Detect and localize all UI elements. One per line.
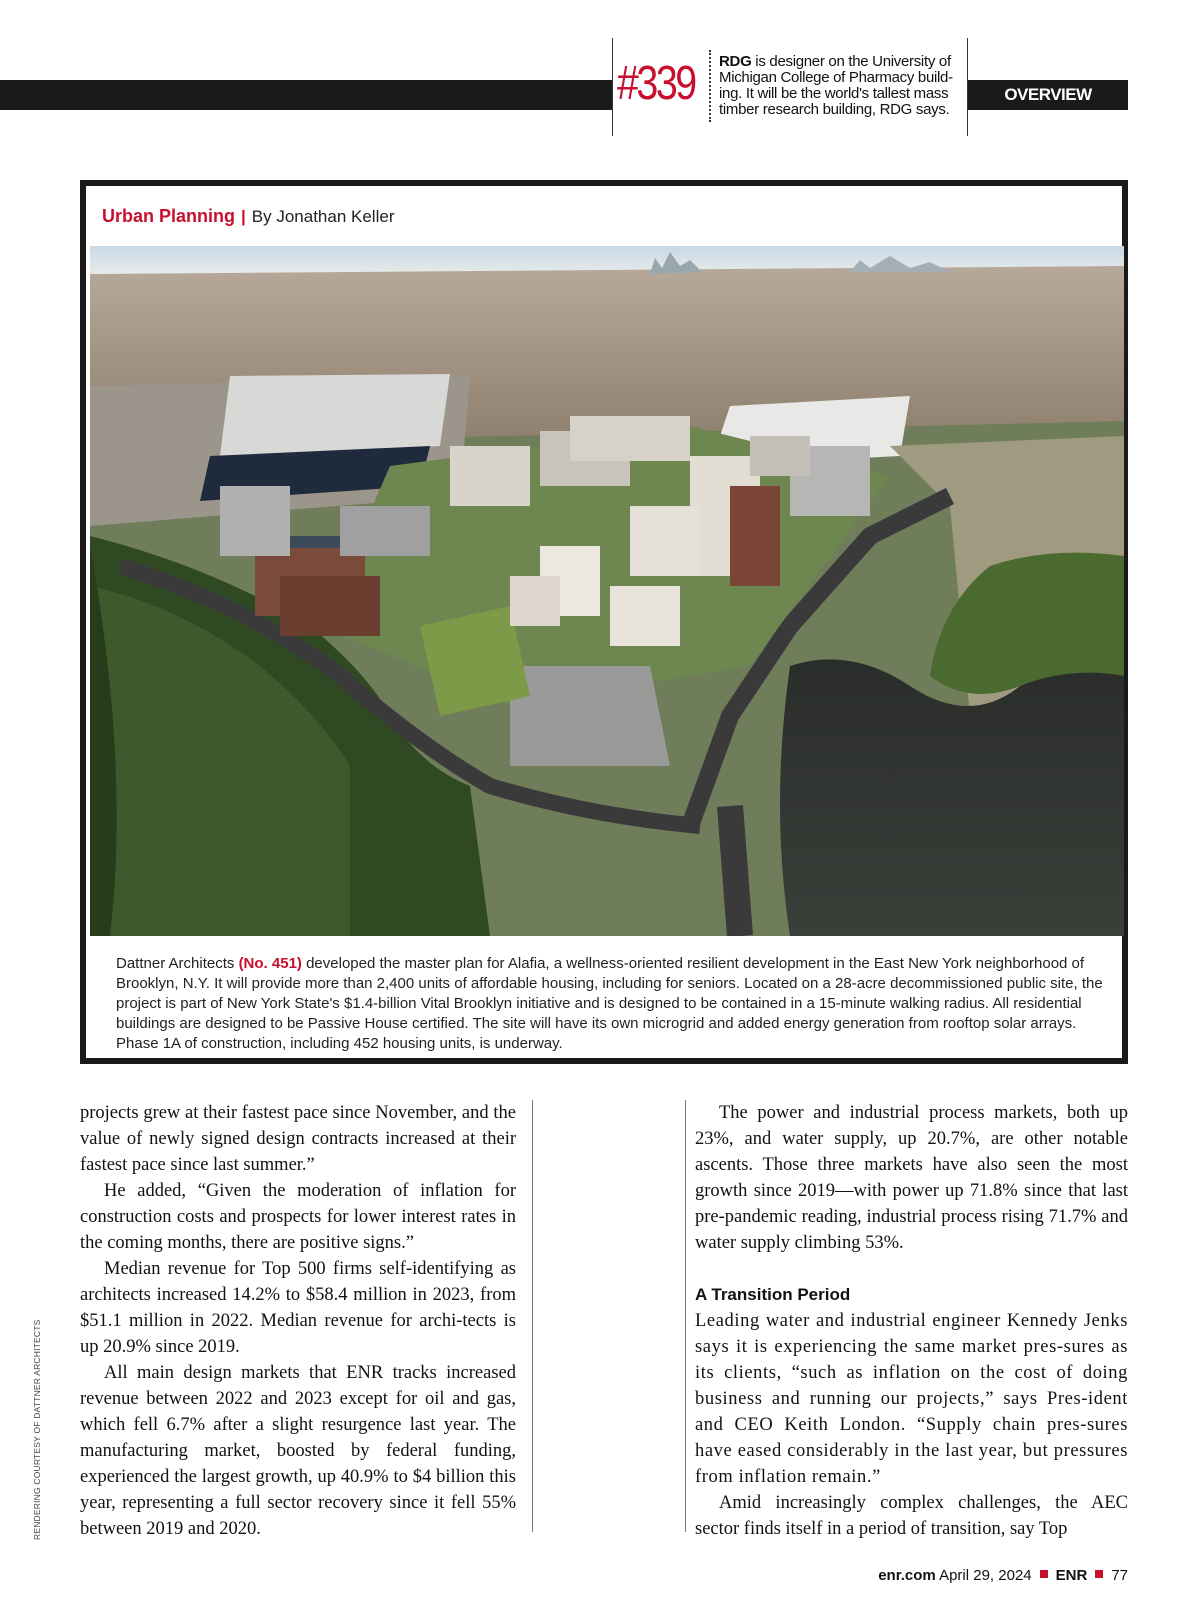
- aerial-rendering-illustration: [90, 246, 1124, 936]
- feature-kicker: Urban Planning: [102, 206, 236, 226]
- column-rule-left: [532, 1100, 533, 1532]
- ranking-callout: [612, 38, 968, 136]
- article-column-right: [695, 1100, 1128, 1542]
- column-rule-right: [685, 1100, 686, 1532]
- article-column-left: [80, 1100, 516, 1542]
- kicker-separator: |: [241, 207, 246, 226]
- section-label: OVERVIEW: [968, 80, 1128, 110]
- callout-divider: [709, 50, 711, 122]
- footer-date: April 29, 2024: [939, 1567, 1032, 1584]
- section-subhead: A Transition Period: [695, 1285, 851, 1304]
- paragraph: projects grew at their fastest pace since November, and the value of newly signed design contracts increased at their fastest pace since last summer.”: [80, 1103, 516, 1175]
- aerial-rendering-image: [90, 246, 1124, 936]
- footer-site: enr.com: [878, 1567, 936, 1584]
- caption-lead: Dattner Architects: [116, 955, 239, 972]
- paragraph: Leading water and industrial engineer Kennedy Jenks says it is experiencing the same market pres-sures as its clients, “such as inflation on the cost of doing business and running our projects,” says Pres-ident and CEO Keith London. “Supply chain pres-sures have eased considerably in the last year, but pressures from inflation remain.”: [695, 1311, 1128, 1487]
- callout-body: is designer on the University of Michigan College of Pharmacy build-ing. It will be the world's tallest mass timber research building, RDG says.: [719, 53, 953, 118]
- callout-rank-number: #339: [617, 57, 695, 110]
- callout-firm: RDG: [719, 53, 752, 70]
- paragraph: All main design markets that ENR tracks increased revenue between 2022 and 2023 except for oil and gas, which fell 6.7% after a slight resurgence last year. The manufacturing market, boosted by federal funding, experienced the largest growth, up 40.9% to $4 billion this year, representing a full sector recovery since it fell 55% between 2019 and 2020.: [80, 1363, 516, 1539]
- footer-square-icon: [1040, 1570, 1048, 1578]
- feature-header: [102, 206, 394, 227]
- caption-rank-ref: (No. 451): [238, 955, 302, 972]
- paragraph: Median revenue for Top 500 firms self-identifying as architects increased 14.2% to $58.4 million in 2023, from $51.1 million in 2022. Median revenue for archi-tects is up 20.9% since 2019.: [80, 1259, 516, 1357]
- page-number: 77: [1111, 1567, 1128, 1584]
- feature-box: [80, 180, 1128, 1064]
- header-bar: [0, 80, 612, 110]
- paragraph: The power and industrial process markets, both up 23%, and water supply, up 20.7%, are other notable ascents. Those three markets have also seen the most growth since 2019—with power up 71.8% since that last pre-pandemic reading, industrial process rising 71.7% and water supply climbing 53%.: [695, 1103, 1128, 1253]
- paragraph: Amid increasingly complex challenges, the AEC sector finds itself in a period of transition, say Top: [695, 1493, 1128, 1539]
- photo-caption: [116, 954, 1116, 1054]
- callout-text: [719, 54, 963, 118]
- paragraph: He added, “Given the moderation of inflation for construction costs and prospects for lower interest rates in the coming months, there are positive signs.”: [80, 1181, 516, 1253]
- page-footer: [878, 1567, 1128, 1584]
- footer-brand: ENR: [1055, 1567, 1088, 1584]
- feature-byline: By Jonathan Keller: [251, 207, 395, 226]
- footer-square-icon: [1095, 1570, 1103, 1578]
- photo-credit: RENDERING COURTESY OF DATTNER ARCHITECTS: [32, 1319, 42, 1540]
- caption-body: developed the master plan for Alafia, a wellness-oriented resilient development in the East New York neighborhood of Brooklyn, N.Y. It will provide more than 2,400 units of affordable housing, including for seniors. Located on a 28-acre decommissioned public site, the project is part of New York State's $1.4-billion Vital Brooklyn initiative and is designed to be contained in a 15-minute walking radius. All residential buildings are designed to be Passive House certified. The site will have its own microgrid and added energy generation from rooftop solar arrays. Phase 1A of construction, including 452 housing units, is underway.: [116, 955, 1103, 1052]
